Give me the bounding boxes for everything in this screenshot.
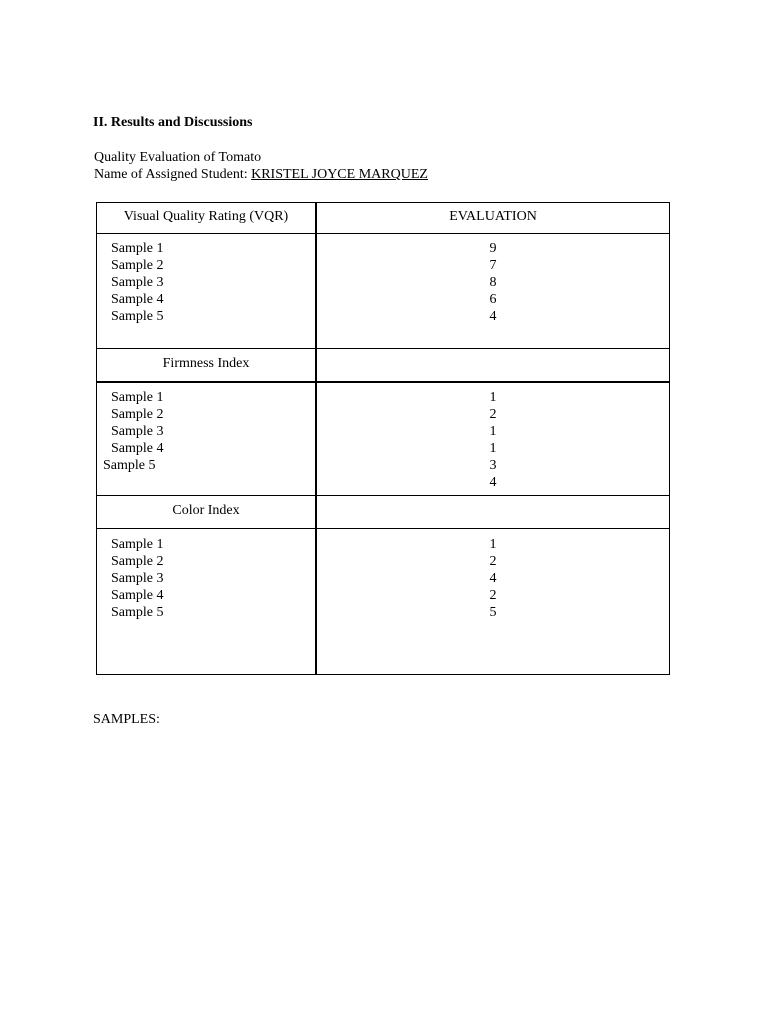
list-item: 2: [489, 588, 497, 603]
vqr-header: Visual Quality Rating (VQR): [123, 209, 289, 224]
list-item: Sample 3: [111, 571, 164, 586]
document-subtitle: Quality Evaluation of Tomato: [94, 150, 262, 165]
list-item: Sample 2: [111, 258, 164, 273]
list-item: Sample 5: [111, 309, 164, 324]
list-item: Sample 5: [103, 458, 156, 473]
firmness-sample-list: [103, 389, 164, 474]
list-item: 1: [489, 424, 497, 439]
row-divider: [97, 528, 669, 529]
list-item: 5: [489, 605, 497, 620]
list-item: 4: [489, 571, 497, 586]
list-item: 2: [489, 554, 497, 569]
list-item: 3: [489, 458, 497, 473]
list-item: Sample 4: [111, 441, 164, 456]
student-name: KRISTEL JOYCE MARQUEZ: [251, 167, 428, 182]
vqr-sample-list: [111, 240, 164, 325]
evaluation-table: [96, 202, 670, 675]
list-item: Sample 3: [111, 275, 164, 290]
row-divider: [97, 233, 669, 234]
list-item: 1: [489, 537, 497, 552]
color-sample-list: [111, 536, 164, 621]
student-label: Name of Assigned Student:: [94, 167, 248, 182]
list-item: Sample 2: [111, 554, 164, 569]
list-item: Sample 1: [111, 537, 164, 552]
evaluation-header: EVALUATION: [449, 209, 537, 224]
firmness-header: Firmness Index: [162, 356, 250, 371]
color-header: Color Index: [172, 503, 240, 518]
row-divider: [97, 495, 669, 496]
list-item: 4: [489, 309, 497, 324]
list-item: Sample 4: [111, 588, 164, 603]
student-line: [94, 167, 428, 183]
list-item: Sample 5: [111, 605, 164, 620]
row-divider: [97, 348, 669, 349]
list-item: 7: [489, 258, 497, 273]
color-value-list: [316, 536, 670, 621]
list-item: 1: [489, 441, 497, 456]
firmness-value-list: [316, 389, 670, 491]
list-item: 9: [489, 241, 497, 256]
list-item: Sample 4: [111, 292, 164, 307]
section-heading: II. Results and Discussions: [93, 115, 253, 130]
list-item: 6: [489, 292, 497, 307]
samples-label: SAMPLES:: [93, 712, 160, 727]
list-item: 1: [489, 390, 497, 405]
list-item: Sample 2: [111, 407, 164, 422]
vqr-value-list: [316, 240, 670, 325]
list-item: 4: [489, 475, 497, 490]
list-item: Sample 1: [111, 241, 164, 256]
list-item: Sample 3: [111, 424, 164, 439]
list-item: 2: [489, 407, 497, 422]
row-divider: [97, 381, 669, 383]
list-item: Sample 1: [111, 390, 164, 405]
list-item: 8: [489, 275, 497, 290]
